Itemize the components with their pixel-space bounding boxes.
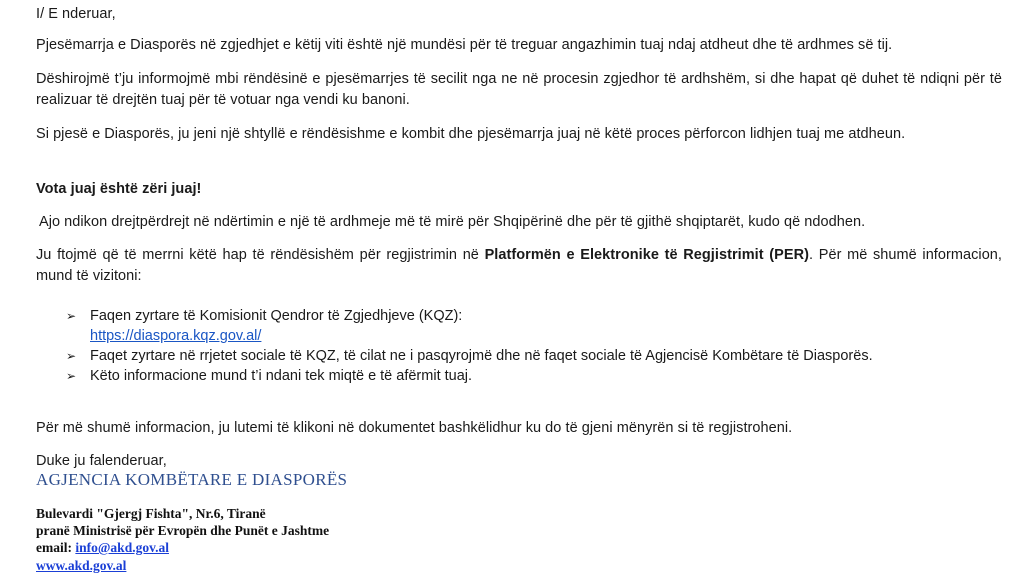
paragraph-invitation	[36, 245, 1002, 287]
agency-email-line	[36, 539, 169, 556]
resource-list	[66, 306, 1002, 386]
invitation-text-start: Ju ftojmë që të merrni këtë hap të rëndësishëm për regjistrimin në	[36, 247, 485, 263]
list-item-text: Faqet zyrtare në rrjetet sociale të KQZ, të cilat ne i pasqyrojmë dhe në faqet sociale të Agjencisë Kombëtare të Diasporës.	[90, 348, 873, 364]
paragraph-participation: Pjesëmarrja e Diasporës në zgjedhjet e këtij viti është një mundësi për të treguar angazhimin tuaj ndaj atdheut dhe të ardhmes së tij.	[36, 37, 893, 53]
paragraph-inform: Dëshirojmë t’ju informojmë mbi rëndësinë e pjesëmarrjes të secilit nga ne në procesin zgjedhor të ardhshëm, si dhe hapat që duhet të ndiqni për të realizuar të drejtën tuaj për të votuar nga vendi ku banoni.	[36, 71, 1002, 108]
paragraph-attachments: Për më shumë informacion, ju lutemi të klikoni në dokumentet bashkëlidhur ku do të gjeni mënyrën si të regjistroheni.	[36, 420, 793, 436]
website-link[interactable]: www.akd.gov.al	[36, 558, 127, 573]
list-item-text: Faqen zyrtare të Komisionit Qendror të Zgjedhjeve (KQZ):	[90, 308, 463, 324]
invitation-text-end: . Për më shumë informacion, mund të vizitoni:	[36, 247, 1002, 284]
paragraph-impact: Ajo ndikon drejtpërdrejt në ndërtimin e një të ardhmeje më të mirë për Shqipërinë dhe për të gjithë shqiptarët, kudo që ndodhen.	[39, 214, 866, 230]
list-item	[66, 306, 1002, 346]
arrow-bullet-icon: ➢	[66, 309, 77, 323]
kqz-diaspora-link[interactable]: https://diaspora.kqz.gov.al/	[90, 328, 262, 344]
email-link[interactable]: info@akd.gov.al	[75, 540, 169, 555]
agency-name: AGJENCIA KOMBËTARE E DIASPORËS	[36, 470, 348, 489]
headline-vote: Vota juaj është zëri juaj!	[36, 181, 202, 197]
list-item	[66, 346, 1002, 366]
arrow-bullet-icon: ➢	[66, 349, 77, 363]
list-item	[66, 366, 1002, 386]
platform-name: Platformën e Elektronike të Regjistrimit (PER)	[484, 247, 809, 263]
closing-line: Duke ju falenderuar,	[36, 453, 167, 469]
agency-address: Bulevardi "Gjergj Fishta", Nr.6, Tiranë	[36, 506, 266, 521]
list-item-text: Këto informacione mund t’i ndani tek miqtë e të afërmit tuaj.	[90, 368, 473, 384]
agency-website-line	[36, 557, 126, 574]
email-label: email:	[36, 540, 76, 555]
arrow-bullet-icon: ➢	[66, 369, 77, 383]
agency-ministry: pranë Ministrisë për Evropën dhe Punët e Jashtme	[36, 523, 330, 538]
paragraph-diaspora-pillar: Si pjesë e Diasporës, ju jeni një shtyllë e rëndësishme e kombit dhe pjesëmarrja juaj në këtë proces përforcon lidhjen tuaj me atdheun.	[36, 126, 906, 142]
greeting: I/ E nderuar,	[36, 6, 116, 22]
